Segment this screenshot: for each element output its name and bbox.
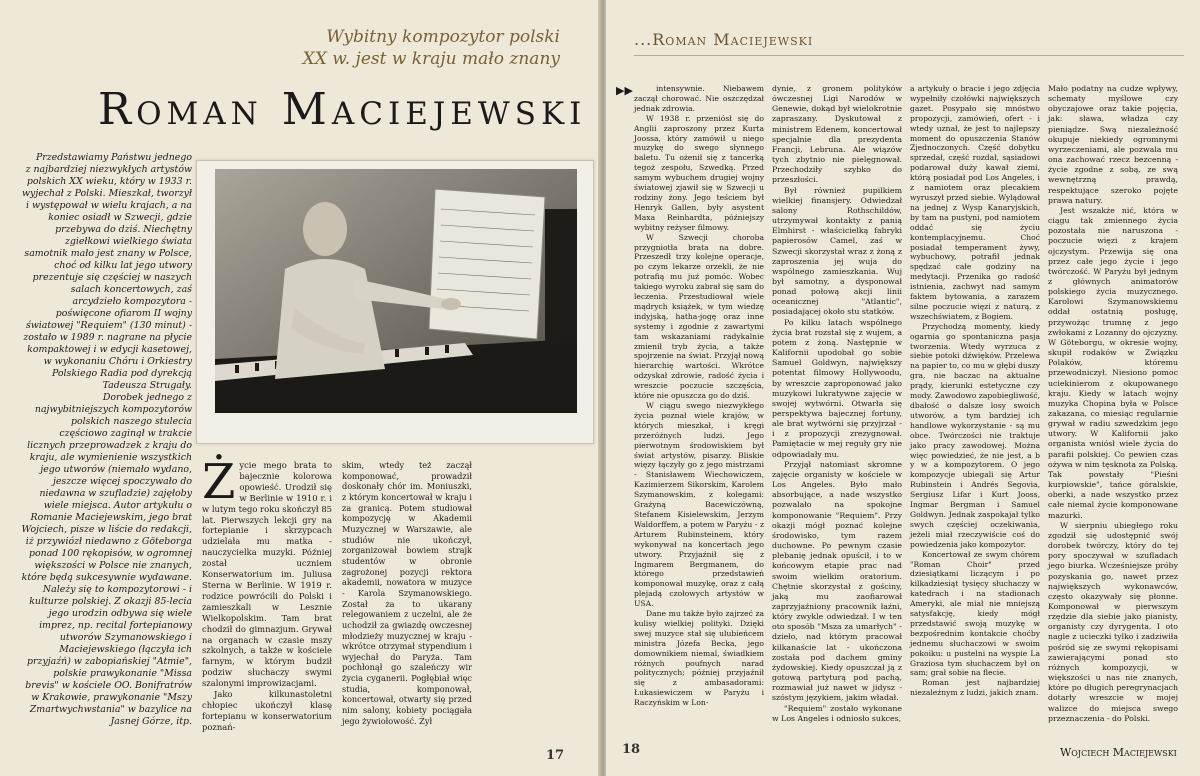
continue-arrows-icon: ▶▶: [616, 84, 633, 97]
body-paragraph: dynie, z gronem polityków ówczesnej Ligi Narodów w Genewie, dokąd był wielokrotnie zapraszany. Dyskutował z ministrem Edenem, koncertował specjalnie dla prezydenta Francji, Lebruna. Ale wiązów tych zbytnio nie pielęgnował. Przechodziły szybko do przeszłości.: [772, 84, 902, 185]
body-column-1: [202, 454, 332, 733]
body-paragraph: Mało podatny na cudze wpływy, schematy myślowe czy obyczajowe oraz takie pojęcia, jak: sława, władza czy pieniądze. Swą niezależność okupuje niekiedy ogromnymi wyrzeczeniami, ale pozwala mu ona zachować rzecz bezcenną - życie zgodne z sobą, ze swą wewnętrzną prawdą, respektujące szeroko pojęte prawa natury.: [1048, 84, 1178, 205]
body-paragraph: Jako kilkunastoletni chłopiec ukończył klasę fortepianu w konserwatorium poznań-: [202, 689, 332, 732]
pianist-photo: [215, 169, 577, 413]
intro-paragraph: Przedstawiamy Państwu jednego z najbardziej niezwykłych artystów polskich XX wieku, który w 1933 r. wyjechał z Polski. Mieszkał, tworzył i występował w wielu krajach, a na koniec osiadł w Szwecji, gdzie przebywa do dziś. Niechętny zgiełkowi wielkiego świata samotnik mało jest znany w Polsce, choć od kilku lat jego utwory prezentuje się częściej w naszych salach koncertowych, zaś arcydzieło kompozytora - poświęcone ofiarom II wojny światowej "Requiem" (130 minut) - zostało w 1989 r. nagrane na płycie kompaktowej i w edycji kasetowej, w wykonaniu Chóru i Orkiestry Polskiego Radia pod dyrekcją Tadeusza Strugały.: [22, 152, 192, 391]
body-paragraph: Po kilku latach wspólnego życia brat rozstał się z wujem, a potem z żoną. Następnie w Kalifornii upodobał go sobie Samuel Goldwyn, największy potentat filmowy Hollywoodu, by wreszcie zaproponować jako muzykowi lukratywne zajęcie w swojej wytwórni. Otwarła się perspektywa bajecznej fortuny, ale brat wytwórni się przyjrzał - i z propozycji zrezygnował. Pamiętacie w mej reguły gry nie odpowiadały mu.: [772, 317, 902, 459]
body-paragraph: Roman jest najbardziej niezależnym z ludzi, jakich znam.: [910, 678, 1040, 698]
running-rule: [634, 55, 1184, 56]
right-page: [606, 0, 1200, 776]
body-column-5: [910, 84, 1040, 698]
body-paragraph: "Requiem" zostało wykonane w Los Angeles i odniosło sukces,: [772, 703, 902, 723]
body-paragraph: Dane mu także było zajrzeć za kulisy wielkiej polityki. Dzięki swej muzyce stał się ulubieńcem ministra Józefa Becka, jego domownikiem niemal, świadkiem różnych poufnych narad politycznych; później przyjaźnił się z ambasadorami: Łukasiewiczem w Paryżu i Raczyńskim w Lon-: [634, 609, 764, 708]
body-column-6: [1048, 84, 1178, 724]
author-signature: Wojciech Maciejewski: [1060, 746, 1177, 759]
body-paragraph: Przychodzą momenty, kiedy ogarnia go spontaniczna pasja tworzenia. Wtedy wyrzuca z siebie potoki dźwięków. Przelewa na papier to, co mu w głębi duszy gra, nie baczac na aktualne prądy, kierunki estetyczne czy mody. Zawodowo zapobiegliwość, dbałość o dalsze losy swoich utworów, a tym bardziej ich handlowe wykorzystanie - są mu obce. Twórczości nie traktuje jako pracy zawodowej. Można więc powiedzieć, że nie jest, a b y w a kompozytorem. O jego kompozycje ubiegali się Artur Rubinstein i Andrés Segovia, Sergiusz Lifar i Kurt Jooss, Ingmar Bergman i Samuel Goldwyn. Jednak zaspokajał tylko swych częściej oczekiwania, jeżeli miał rzeczywiście coś do powiedzenia jako kompozytor.: [910, 321, 1040, 549]
body-paragraph: W Szwecji choroba przygniotła brata na dobre. Przeszedł trzy kolejne operacje, po czym lekarze orzekli, że nie potrafią mu już pomóc. Wobec takiego wyroku zabrał się sam do leczenia. Przestudiował wiele mądrych książek, w tym wiedzę indyjską, hatha-jogę oraz inne systemy i zgodnie z zawartymi tam wskazaniami radykalnie zmienił tryb życia, a także spojrzenie na świat. Przyjął nową hierarchię wartości. Wkrótce odzyskał zdrowie, radość życia i wreszcie poczucie szczęścia, które nie opuszcza go do dziś.: [634, 232, 764, 401]
body-column-3: [634, 84, 764, 708]
body-paragraph: W sierpniu ubiegłego roku zgodził się udostępnić swój dorobek twórczy, który do tej pory spoczywał w szufladach jego biurka. Wcześniejsze próby pozyskania go, nawet przez największych wykonawców, często okazywały się płonne. Komponował w pierwszym rzędzie dla siebie jako pianisty, organisty czy dyrygenta. I oto nagle z ucieczki tylko i zadziwiła pośród się ze swymi rękopisami zawierającymi ponad sto różnych kompozycji, w większości u nas nie znanych, które po długich peregrynacjach dotarły wreszcie w mojej walizce do miejsca swego przeznaczenia - do Polski.: [1048, 520, 1178, 723]
body-paragraph: skim, wtedy też zaczął komponować, prowadził doskonały chór im. Moniuszki, z którym koncertował w kraju i za granicą. Potem studiował kompozycję w Akademii Muzycznej w Warszawie, ale studiów nie ukończył, zorganizował bowiem strajk studentów w obronie zagrożonej pozycji rektora akademii, nowatora w muzyce - Karola Szymanowskiego. Został za to ukarany relegowaniem z uczelni, ale że uchodził za gwiazdę owczesnej młodzieży muzycznej w kraju - wkrótce otrzymał stypendium i wyjechał do Paryża. Tam pochłonął go szaleńczy wir życia cyganerii. Pogłębiał więc studia, komponował, koncertował, otwarty się przed nim salony, kobiety pociągała jego żywiołowość. Żył: [342, 460, 472, 726]
pianist-illustration: [215, 169, 577, 413]
running-head: ...Roman Maciejewski: [634, 30, 814, 49]
body-paragraph: ycie mego brata to bajecznie kolorowa opowieść. Urodził się w Berlinie w 1910 r. i w lutym tego roku skończył 85 lat. Pierwszych lekcji gry na fortepianie i skrzypcach udzielała mu matka - nauczycielka muzyki. Później został uczniem Konserwatorium im. Juliusa Sterna w Berlinie. W 1919 r. rodzice powrócili do Polski i zamieszkali w Lesznie Wielkopolskim. Tam brat chodził do gimnazjum. Grywał na organach w czasie mszy szkolnych, a także w kościele farnym, w którym budził podziw słuchaczy swymi szalonymi improwizacjami.: [202, 460, 332, 689]
body-paragraph: Przyjął natomiast skromne zajęcie organisty w kościele w Los Angeles. Było mało absorbujące, a nade wszystko pozwalało na spokojne komponowanie "Requiem". Przy okazji mógł poznać kolejne środowisko, tym razem duchowne. Po pewnym czasie plebanię jednak opuścił, i to w końcowym etapie prac nad swoim wielkim oratorium. Chętnie skorzystał z gościny, jaką mu zaofiarował zaprzyjaźniony pracownik łaźni, który zwykle odwiedzał. I w ten oto sposób "Msza za umarłych" - dzieło, nad którym pracował kilkanaście lat - ukończona została pod dachem gminy żydowskiej. Kiedy opuszczał ją z gotową partyturą pod pachą, rozmawiał już nawet w jidysz - szóstym językiem, jakim władał.: [772, 459, 902, 703]
body-paragraph: Był również pupilkiem wielkiej finansjery. Odwiedzał salony Rothschildów, utrzymywał kontakty z panią Elmhirst - właścicielką fabryki papierosów Camel, zaś w Szwecji skorzystał wraz z żoną z zaproszenia jej wuja do wspólnego zamieszkania. Wuj był samotny, a dysponował ponad połową akcji linii oceanicznej "Atlantic", posiadającej około stu statków.: [772, 185, 902, 317]
photo-frame: [196, 160, 594, 444]
page-number: 18: [622, 742, 641, 757]
article-title: Roman Maciejewski: [98, 84, 587, 135]
intro-paragraph: Dorobek jednego z najwybitniejszych kompozytorów polskich naszego stulecia częściowo zaginął w trakcie licznych przeprowadzek z kraju do kraju, ale wymienienie wszystkich jego utworów (niemało wydano, jeszcze więcej spoczywało do niedawna w szufladzie) zajęłoby wiele miejsca. Autor artykułu o Romanie Maciejewskim, jego brat Wojciech, pisze w liście do redakcji, iż przywiózł niedawno z Göteborga ponad 100 rękopisów, w ogromnej większości w Polsce nie znanych, które będą sukcesywnie wydawane. Należy się to kompozytorowi - i kulturze polskiej. Z okazji 85-lecia jego urodzin odbywa się wiele imprez, np. recital fortepianowy utworów Szymanowskiego i Maciejewskiego (łączyła ich przyjaźń) w zabopiańskiej "Atmie", polskie prawykonanie "Missa brevis" w kościele OO. Bonifratrów w Krakowie, prawykonanie "Mszy Zmartwychwstania" w bazylice na Jasnej Górze, itp.: [21, 392, 192, 727]
body-column-2: [342, 460, 472, 726]
body-paragraph: W 1938 r. przeniósł się do Anglii zaproszony przez Kurta Joossa, który zamówił u niego muzykę do swego słynnego baletu. Tu ożenił się z tancerką tegoż zespołu, Szwedką. Przed samym wybuchem drugiej wojny światowej zjawił się w Szwecji u rodziny żony. Jego teściem był Henryk Gallen, były asystent Maxa Reinhardta, późniejszy wybitny reżyser filmowy.: [634, 113, 764, 232]
body-paragraph: Koncertował ze swym chórem "Roman Choir" przed dziesiątkami liczącym i po kilkadziesiąt tysięcy słuchaczy w katedrach i na stadionach Ameryki, ale miał nie mniejszą satysfakcję, kiedy mógł przedstawić swoją muzykę w bezpośrednim kontakcie choćby jednemu słuchaczowi w swoim pokoiku: u pustelni na wyspie La Graziosa tym słuchaczem był on sam; grał sobie na flecie.: [910, 549, 1040, 678]
body-paragraph: a artykuły o bracie i jego zdjęcia wypełniły czołówki największych gazet. Posypało się mnóstwo propozycji, zamówień, ofert - i wtedy uznał, że jest to najlepszy moment do opuszczenia Stanów Zjednoczonych. Część dobytku sprzedał, część rozdał, sąsiadowi podarował duży kawał ziemi, którą posiadał pod Los Angeles, i z namiotem oraz plecakiem wyruszył przed siebie. Wylądował na jednej z Wysp Kanaryjskich, by tam na pustyni, pod namiotem oddać się życiu kontemplacyjnemu. Choć posiadał temperament żywy, wybuchowy, potrafił jednak spędzać całe godziny na medytacji. Przenika go radość istnienia, zachwyt nad samym faktem bytowania, a zarazem silne poczucie więzi z naturą, z wszechświatem, z Bogiem.: [910, 84, 1040, 321]
body-paragraph: Jest wszakże nić, która w ciągu tak zmiennego życia pozostała nie naruszona - poczucie więzi z krajem ojczystym. Przewija się ona przez całe jego życie i jego twórczość. W Paryżu był jednym z głównych animatorów polskiego życia muzycznego. Karolowi Szymanowskiemu oddał ostatnią posługę, przywożąc trumnę z jego zwłokami z Lozanny do ojczyzny. W Göteborgu, w okresie wojny, skupił rodaków w Związku Polaków, któremu przewodniczył. Niesiono pomoc uciekinierom z okupowanego kraju. Kiedy w latach wojny muzyka Chopina była w Polsce zakazana, co miesiąc regularnie grywał w radiu szwedzkim jego utwory. W Kalifornii jako organista wniósł wiele życia do parafii polskiej. Co pewien czas ożywa w nim tęsknota za Polską. Tak powstały "Pieśni kurpiowskie", tańce góralskie, oberki, a nade wszystko przez całe niemal życie komponowane mazurki.: [1048, 205, 1178, 520]
body-paragraph: intensywnie. Niebawem zaczął chorować. Nie oszczędzał jednak zdrowia.: [634, 84, 764, 113]
drop-cap: Ż: [202, 454, 236, 510]
page-number: 17: [546, 748, 565, 763]
body-column-4: [772, 84, 902, 724]
kicker: Wybitny kompozytor polski XX w. jest w kraju mało znany: [302, 27, 560, 69]
body-paragraph: W ciągu swego niezwykłego życia poznał wiele krajów, w których mieszkał, i kręgi przeróżnych ludzi. Jego pierwotnym środowiskiem był świat artystów, pisarzy. Bliskie więzy łączyły go z jego mistrzami - Stanisławem Wiechowiczem, Kazimierzem Sikorskim, Karolem Szymanowskim, z kolegami: Grażyną Bacewiczówną, Stefanem Kisielewskim, Jerzym Waldorffem, a potem w Paryżu - z Arturem Rubinsteinem, który wykonywał na koncertach jego utwory. Przyjaźnił się z Ingmarem Bergmanem, do którego przedstawień komponował muzykę, oraz z całą plejadą czołowych artystów w USA.: [634, 401, 764, 609]
intro-text: [20, 152, 192, 728]
